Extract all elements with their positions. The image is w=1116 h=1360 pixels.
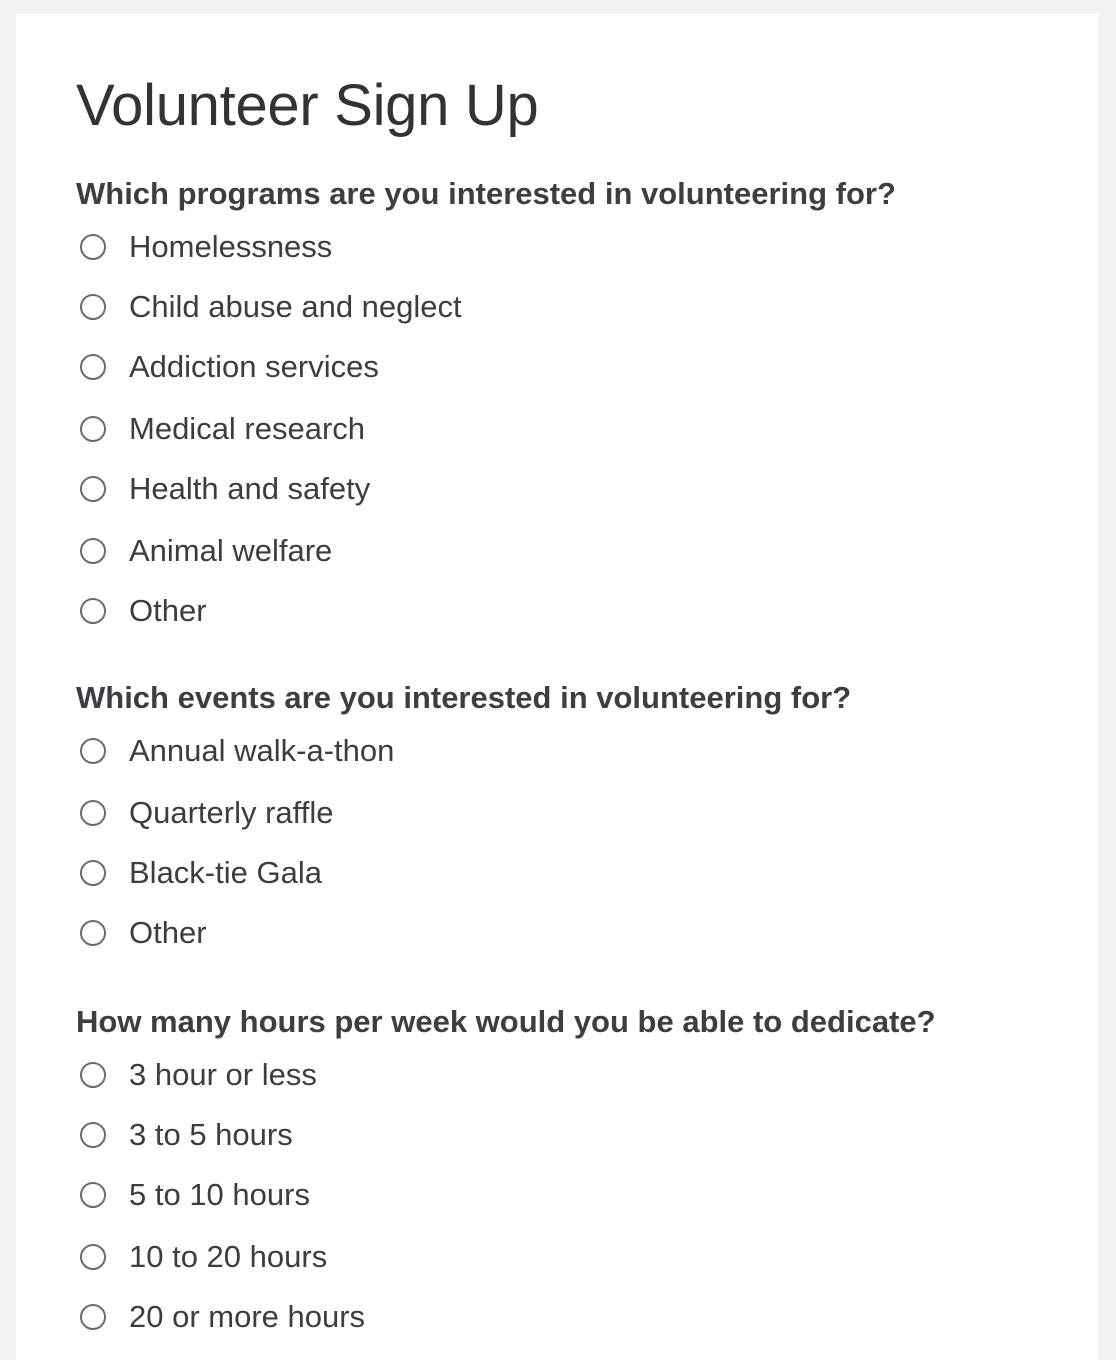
radio-button[interactable] [80, 538, 106, 564]
option-label: 5 to 10 hours [129, 1177, 310, 1212]
page-title: Volunteer Sign Up [76, 73, 539, 138]
radio-button[interactable] [80, 598, 106, 624]
option-label: Black-tie Gala [129, 855, 322, 890]
radio-button[interactable] [80, 1062, 106, 1088]
question-hours: How many hours per week would you be able to dedicate? [76, 1004, 936, 1039]
option-label: 3 hour or less [129, 1057, 317, 1092]
radio-option-10-to-20-hours[interactable] [80, 1237, 327, 1277]
radio-button[interactable] [80, 920, 106, 946]
radio-option-addiction-services[interactable] [80, 347, 379, 387]
option-label: Medical research [129, 411, 366, 446]
radio-option-animal-welfare[interactable] [80, 531, 332, 571]
radio-option-20-or-more-hours[interactable] [80, 1297, 365, 1337]
radio-button[interactable] [80, 476, 106, 502]
radio-option-walk-a-thon[interactable] [80, 731, 394, 771]
option-label: Child abuse and neglect [129, 289, 462, 324]
option-label: Homelessness [129, 229, 333, 264]
option-label: Annual walk-a-thon [129, 733, 395, 768]
option-label: 20 or more hours [129, 1299, 366, 1334]
option-label: 10 to 20 hours [129, 1239, 328, 1274]
radio-button[interactable] [80, 1122, 106, 1148]
option-label: Animal welfare [129, 533, 333, 568]
radio-option-5-to-10-hours[interactable] [80, 1175, 310, 1215]
question-events: Which events are you interested in volunteering for? [76, 680, 852, 715]
radio-option-homelessness[interactable] [80, 227, 332, 267]
radio-button[interactable] [80, 1304, 106, 1330]
radio-button[interactable] [80, 234, 106, 260]
radio-button[interactable] [80, 1244, 106, 1270]
radio-button[interactable] [80, 416, 106, 442]
radio-option-events-other[interactable] [80, 913, 207, 953]
radio-option-health-safety[interactable] [80, 469, 370, 509]
option-label: Health and safety [129, 471, 371, 506]
radio-option-3-hours-or-less[interactable] [80, 1055, 317, 1095]
radio-option-black-tie-gala[interactable] [80, 853, 322, 893]
option-label: 3 to 5 hours [129, 1117, 293, 1152]
radio-button[interactable] [80, 354, 106, 380]
radio-button[interactable] [80, 1182, 106, 1208]
radio-option-quarterly-raffle[interactable] [80, 793, 333, 833]
radio-option-programs-other[interactable] [80, 591, 207, 631]
option-label: Addiction services [129, 349, 379, 384]
option-label: Other [129, 915, 207, 950]
form-card [16, 14, 1098, 1360]
radio-button[interactable] [80, 738, 106, 764]
radio-option-child-abuse[interactable] [80, 287, 462, 327]
question-programs: Which programs are you interested in volunteering for? [76, 176, 896, 211]
radio-button[interactable] [80, 860, 106, 886]
radio-option-3-to-5-hours[interactable] [80, 1115, 293, 1155]
option-label: Quarterly raffle [129, 795, 334, 830]
radio-button[interactable] [80, 800, 106, 826]
radio-button[interactable] [80, 294, 106, 320]
radio-option-medical-research[interactable] [80, 409, 365, 449]
option-label: Other [129, 593, 207, 628]
